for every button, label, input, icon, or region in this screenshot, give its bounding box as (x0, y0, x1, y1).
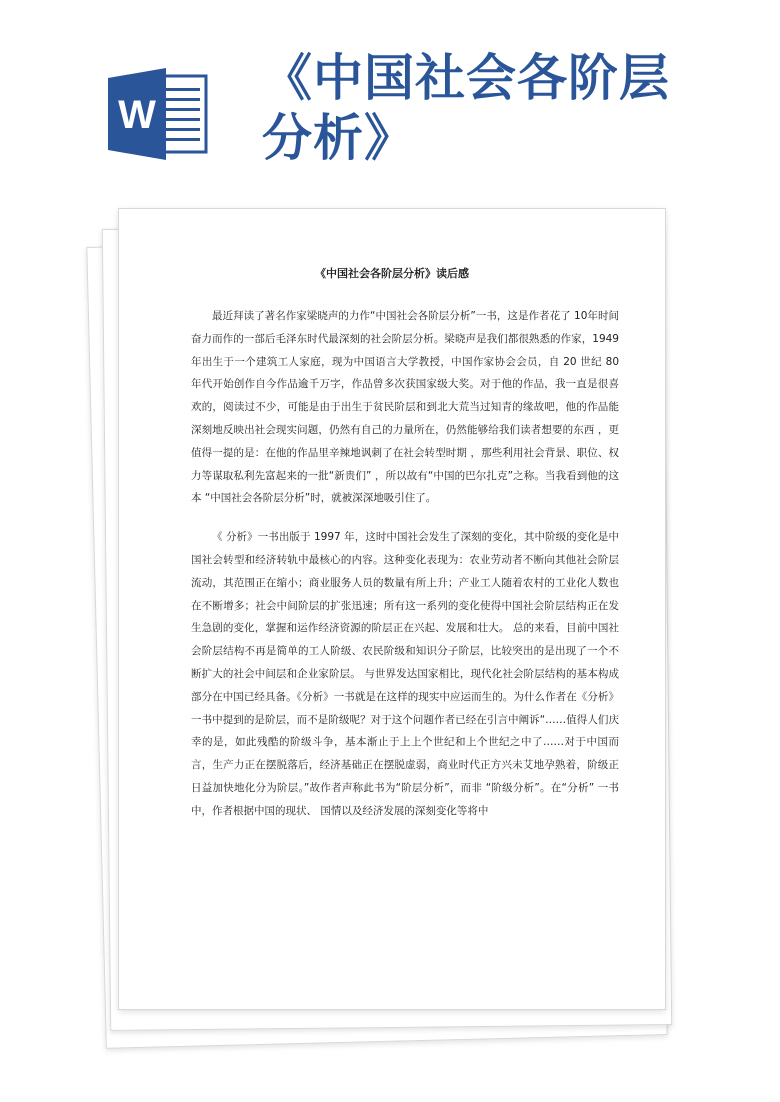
title-line-2: 分析》 (262, 108, 415, 167)
paragraph: 最近拜读了著名作家梁晓声的力作“中国社会各阶层分析”一书，这是作者花了 10年时间奋力而作的一部后毛泽东时代最深刻的社会阶层分析。梁晓声是我们都很熟悉的作家，1949 年出生于一个建筑工人家庭，现为中国语言大学教授，中国作家协会会员，自 20 世纪 80 年代开始创作自今作品逾千万字，作品曾多次获国家级大奖。对于他的作品，我一直是很喜欢的，阅读过不少，可能是由于出生于贫民阶层和到北大荒当过知青的缘故吧，他的作品能深刻地反映出社会现实问题，仍然有自己的力量所在，仍然能够给我们读者想要的东西 ，更值得一提的是：在他的作品里辛辣地讽刺了在社会转型时期 ，那些利用社会背景、职位、权力等谋取私利先富起来的一批“新贵们” ，所以故有“中国的巴尔扎克”之称。当我看到他的这本 “中国社会各阶层分析”时，就被深深地吸引住了。 (191, 310, 619, 505)
document-title: 《中国社会各阶层分析》读后感 (315, 267, 469, 280)
title-line-1: 《中国社会各阶层 (262, 48, 670, 107)
document-page (118, 208, 666, 1010)
document-body (191, 305, 619, 839)
svg-text:W: W (118, 93, 156, 137)
paragraph: 《 分析》一书出版于 1997 年，这时中国社会发生了深刻的变化，其中阶级的变化是中国社会转型和经济转轨中最核心的内容。这种变化表现为：农业劳动者不断向其他社会阶层流动，其范围正在缩小；商业服务人员的数量有所上升；产业工人随着农村的工业化人数也在不断增多；社会中间阶层的扩张迅速；所有这一系列的变化使得中国社会阶层结构正在发生急剧的变化，掌握和运作经济资源的阶层正在兴起、发展和壮大。 总的来看，目前中国社会阶层结构不再是简单的工人阶级、农民阶级和知识分子阶层，比较突出的是出现了一个不断扩大的社会中间层和企业家阶层。 与世界发达国家相比，现代化社会阶层结构的基本构成部分在中国已经具备。《分析》一书就是在这样的现实中应运而生的。为什么作者在《分析》一书中提到的是阶层，而不是阶级呢？对于这个问题作者已经在引言中阐诉“……值得人们庆幸的是，如此残酷的阶级斗争，基本渐止于上上个世纪和上个世纪之中了……对于中国而言，生产力正在摆脱落后，经济基础正在摆脱虚弱，商业时代正方兴未艾地孕熟着，阶级正日益加快地化分为阶层。”故作者声称此书为“阶层分析”，而非 “阶级分析”。在“分析” 一书中，作者根据中国的现状、 国情以及经济发展的深刻变化等将中 (191, 531, 619, 817)
